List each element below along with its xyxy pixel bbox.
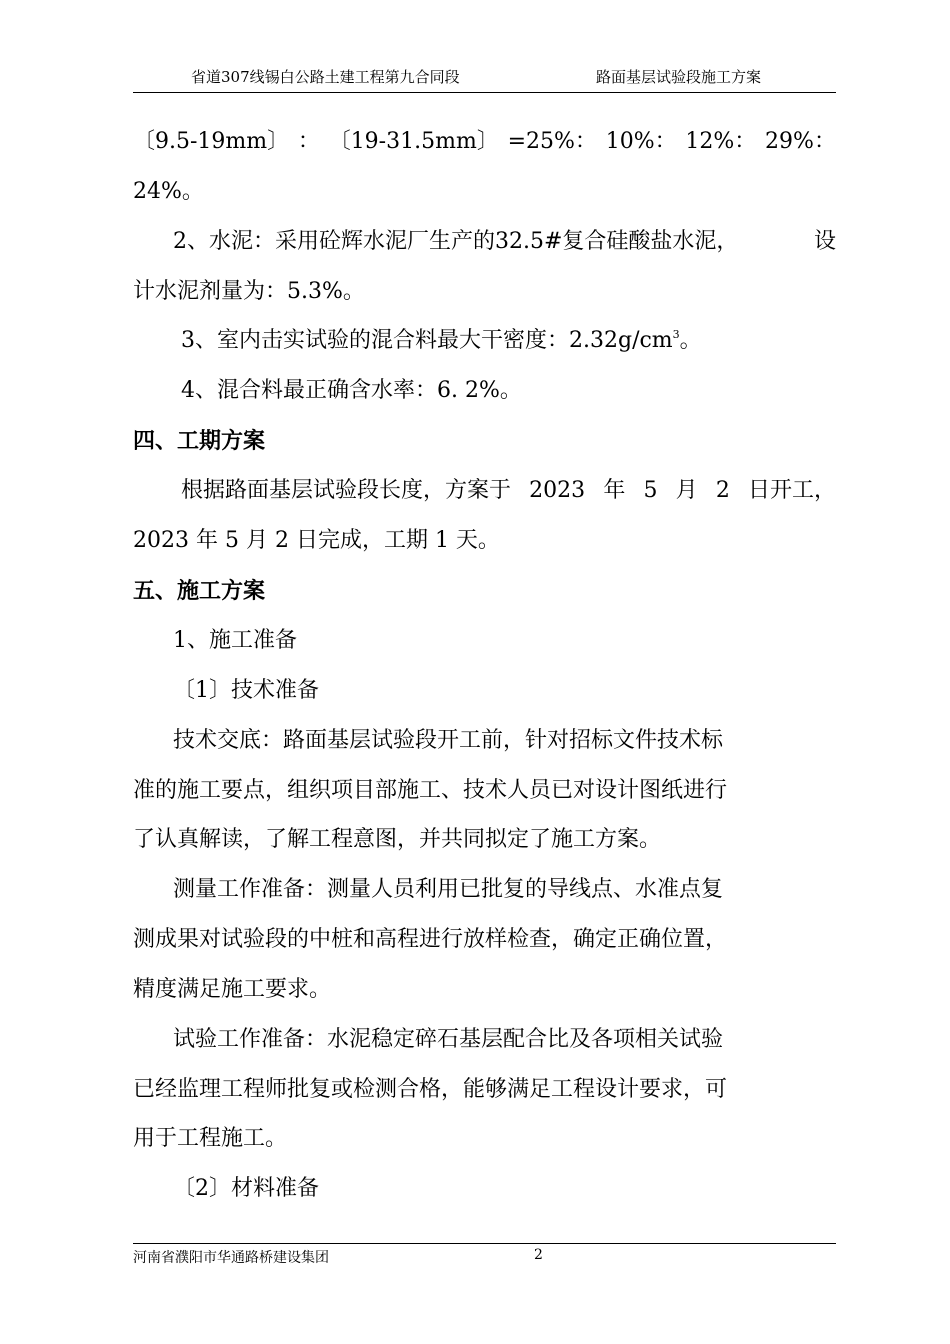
paragraph-line: 试验工作准备：水泥稳定碎石基层配合比及各项相关试验 (173, 1027, 724, 1052)
density-superscript: 3 (672, 328, 680, 341)
schedule-line-2: 2023 年 5 月 2 日完成，工期 1 天。 (133, 528, 500, 553)
paragraph-line: 了认真解读，了解工程意图，并共同拟定了施工方案。 (133, 827, 662, 852)
ratio-part: ： (297, 129, 320, 154)
paragraph-line: 测成果对试验段的中桩和高程进行放样检查，确定正确位置， (133, 927, 728, 952)
ratio-part: =25%： (507, 129, 597, 154)
cement-line-1 (173, 227, 836, 257)
schedule-part: 日开工， (747, 478, 836, 503)
cement-text: 2、水泥：采用砼辉水泥厂生产的32.5#复合硅酸盐水泥， (173, 229, 739, 254)
paragraph-line: 测量工作准备：测量人员利用已批复的导线点、水准点复 (173, 877, 724, 902)
schedule-line-1 (181, 476, 836, 506)
density-line (181, 326, 702, 356)
footer-company: 河南省濮阳市华通路桥建设集团 (133, 1250, 329, 1266)
ratio-line-end: 24%。 (133, 179, 204, 204)
header-project-name: 省道307线锡白公路土建工程第九合同段 (191, 68, 460, 86)
cement-text-end: 设 (813, 229, 836, 254)
ratio-part: 10%： (605, 129, 677, 154)
section-heading-schedule: 四、工期方案 (133, 428, 266, 454)
schedule-part: 5 (643, 478, 658, 503)
ratio-part: 〔9.5-19mm〕 (133, 129, 290, 154)
moisture-line: 4、混合料最正确含水率：6. 2%。 (181, 378, 522, 403)
header-document-title: 路面基层试验段施工方案 (596, 68, 762, 86)
schedule-part: 2 (715, 478, 730, 503)
ratio-part: 29%： (765, 129, 836, 154)
paragraph-line: 精度满足施工要求。 (133, 977, 332, 1002)
density-text: 3、室内击实试验的混合料最大干密度：2.32g/cm (181, 328, 673, 353)
paragraph-line: 准的施工要点，组织项目部施工、技术人员已对设计图纸进行 (133, 778, 728, 803)
density-end: 。 (679, 328, 702, 353)
ratio-line (133, 127, 836, 157)
paragraph-line: 技术交底：路面基层试验段开工前，针对招标文件技术标 (173, 728, 724, 753)
paragraph-line: 已经监理工程师批复或检测合格，能够满足工程设计要求，可 (133, 1077, 728, 1102)
schedule-part: 根据路面基层试验段长度，方案于 (181, 478, 512, 503)
schedule-part: 2023 (529, 478, 586, 503)
schedule-part: 年 (603, 478, 626, 503)
page-footer (133, 1243, 836, 1268)
schedule-part: 月 (675, 478, 698, 503)
section-heading-construction: 五、施工方案 (133, 578, 266, 604)
subheading-material-prep: 〔2〕材料准备 (173, 1176, 319, 1201)
ratio-part: 〔19-31.5mm〕 (328, 129, 499, 154)
subheading-technical-prep: 〔1〕技术准备 (173, 678, 319, 703)
page-number: 2 (534, 1247, 543, 1263)
subheading-preparation: 1、施工准备 (173, 628, 297, 653)
ratio-part: 12%： (685, 129, 757, 154)
paragraph-line: 用于工程施工。 (133, 1126, 288, 1151)
page-header (133, 62, 836, 93)
cement-line-2: 计水泥剂量为：5.3%。 (133, 279, 365, 304)
